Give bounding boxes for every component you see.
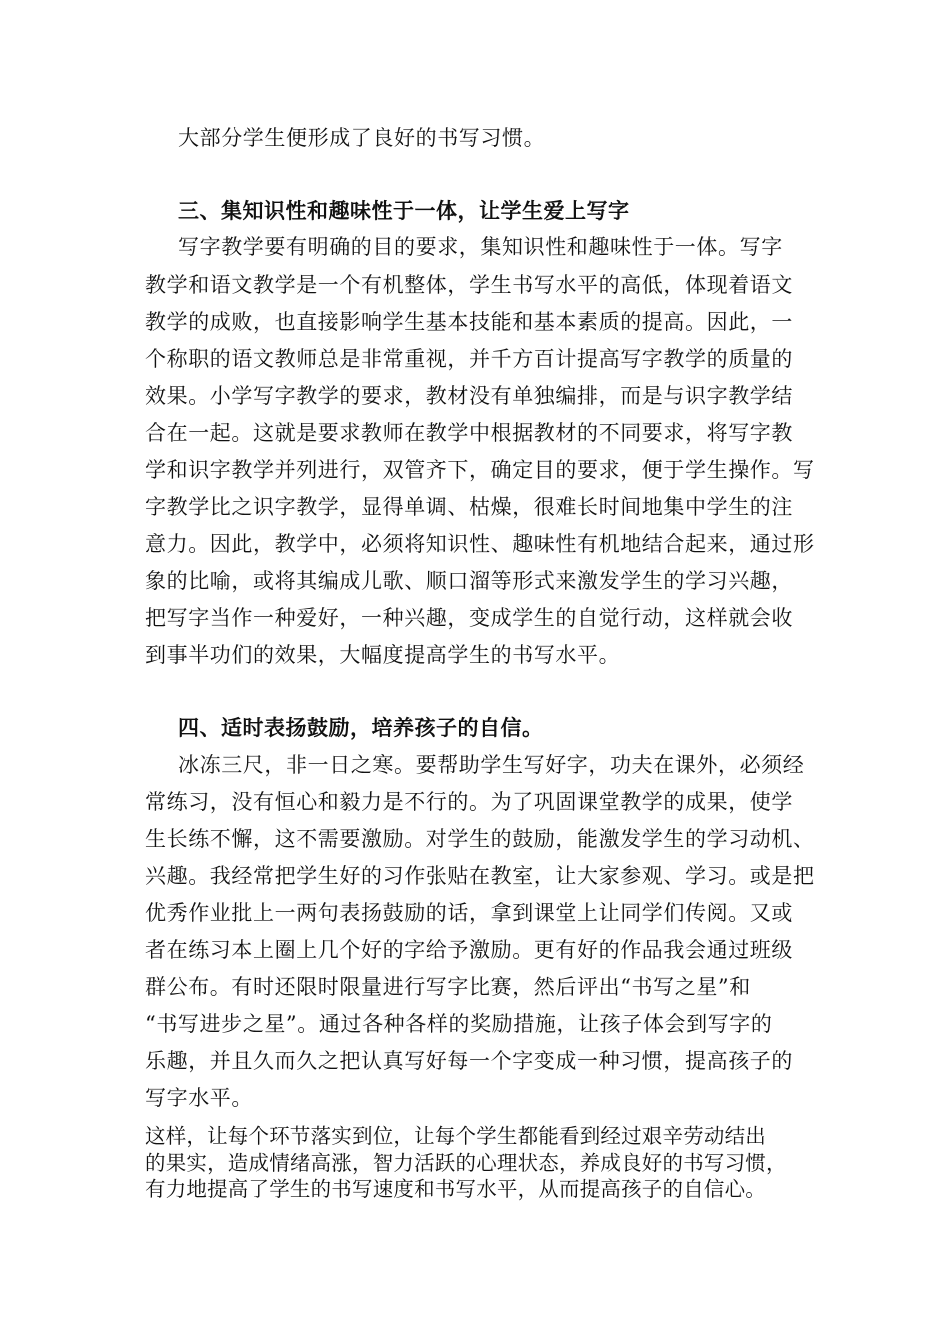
- closing-line-2: 的果实，造成情绪高涨，智力活跃的心理状态，养成良好的书写习惯，: [145, 1151, 787, 1175]
- section-4-line-4: 兴趣。我经常把学生好的习作张贴在教室，让大家参观、学习。或是把: [145, 864, 815, 888]
- section-3-heading: 三、集知识性和趣味性于一体，让学生爱上写字: [178, 198, 630, 223]
- section-4-line-7: 群公布。有时还限时限量进行写字比赛，然后评出“书写之星”和: [145, 975, 751, 999]
- section-4-line-9: 乐趣，并且久而久之把认真写好每一个字变成一种习惯，提高孩子的: [145, 1049, 793, 1073]
- section-4-line-5: 优秀作业批上一两句表扬鼓励的话，拿到课堂上让同学们传阅。又或: [145, 901, 793, 925]
- section-3-line-11: 把写字当作一种爱好，一种兴趣，变成学生的自觉行动，这样就会收: [145, 606, 793, 630]
- section-3-line-8: 字教学比之识字教学，显得单调、枯燥，很难长时间地集中学生的注: [145, 495, 793, 519]
- section-4-line-8: “书写进步之星”。通过各种各样的奖励措施，让孩子体会到写字的: [145, 1012, 773, 1036]
- section-3-line-12: 到事半功们的效果，大幅度提高学生的书写水平。: [145, 643, 621, 667]
- closing-line-3: 有力地提高了学生的书写速度和书写水平，从而提高孩子的自信心。: [145, 1177, 766, 1201]
- section-4-line-2: 常练习，没有恒心和毅力是不行的。为了巩固课堂教学的成果，使学: [145, 790, 793, 814]
- section-3-line-1: 写字教学要有明确的目的要求，集知识性和趣味性于一体。写字: [178, 235, 783, 259]
- section-4-line-1: 冰冻三尺，非一日之寒。要帮助学生写好字，功夫在课外，必须经: [178, 753, 805, 777]
- section-3-line-7: 学和识字教学并列进行，双管齐下，确定目的要求，便于学生操作。写: [145, 458, 815, 482]
- section-3-line-3: 教学的成败，也直接影响学生基本技能和基本素质的提高。因此，一: [145, 310, 793, 334]
- section-4-line-10: 写字水平。: [145, 1086, 253, 1110]
- section-4-heading: 四、适时表扬鼓励，培养孩子的自信。: [178, 715, 544, 740]
- section-3-line-5: 效果。小学写字教学的要求，教材没有单独编排，而是与识字教学结: [145, 384, 793, 408]
- intro-line: 大部分学生便形成了良好的书写习惯。: [178, 126, 546, 150]
- section-3-line-9: 意力。因此，教学中，必须将知识性、趣味性有机地结合起来，通过形: [145, 532, 815, 556]
- section-3-line-10: 象的比喻，或将其编成儿歌、顺口溜等形式来激发学生的学习兴趣，: [145, 569, 793, 593]
- section-3-line-6: 合在一起。这就是要求教师在教学中根据教材的不同要求，将写字教: [145, 421, 793, 445]
- section-3-line-4: 个称职的语文教师总是非常重视，并千方百计提高写字教学的质量的: [145, 347, 793, 371]
- section-3-line-2: 教学和语文教学是一个有机整体，学生书写水平的高低，体现着语文: [145, 273, 793, 297]
- closing-line-1: 这样，让每个环节落实到位，让每个学生都能看到经过艰辛劳动结出: [145, 1124, 766, 1148]
- section-4-line-6: 者在练习本上圈上几个好的字给予激励。更有好的作品我会通过班级: [145, 938, 793, 962]
- section-4-line-3: 生长练不懈，这不需要激励。对学生的鼓励，能激发学生的学习动机、: [145, 827, 815, 851]
